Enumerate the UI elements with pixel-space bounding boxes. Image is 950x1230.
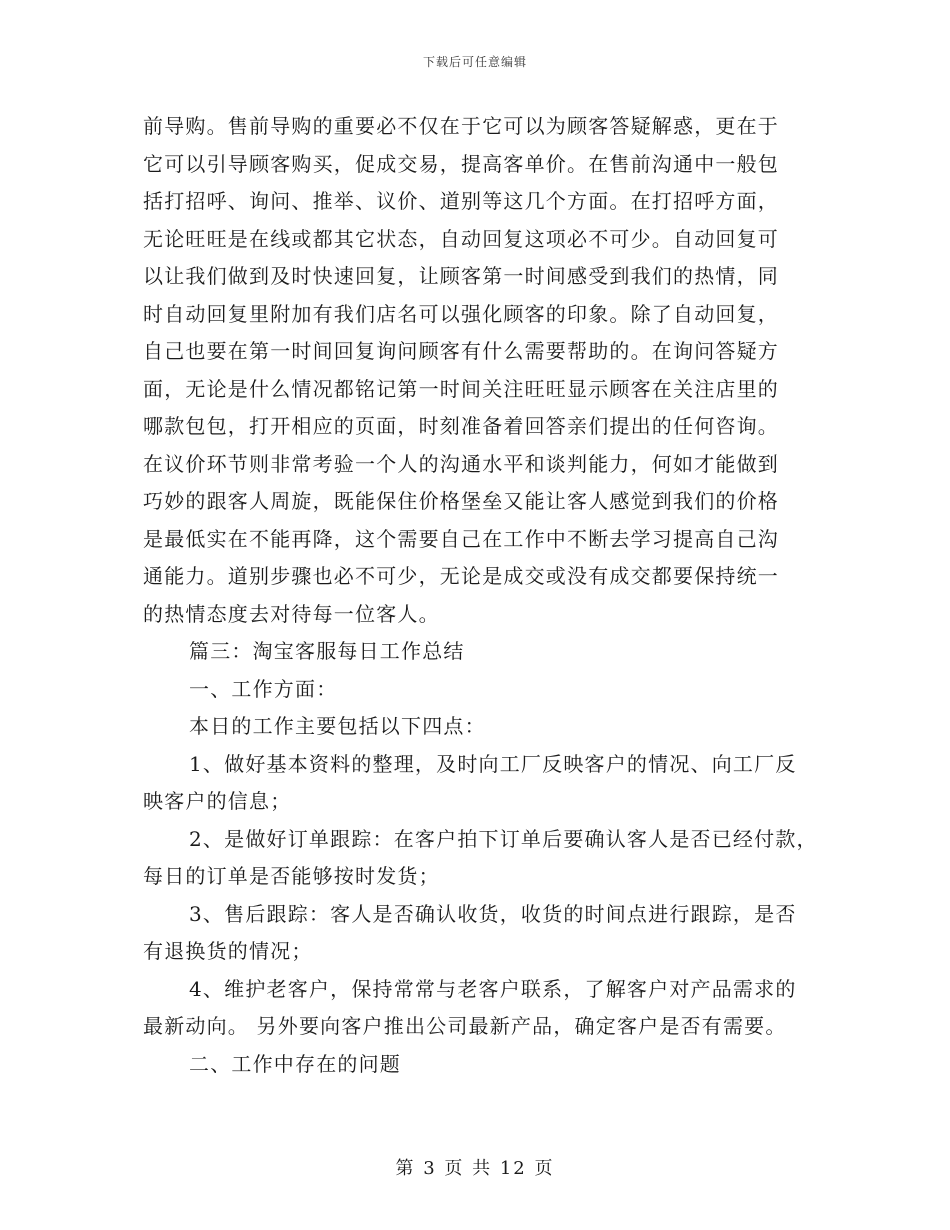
page-header: 下载后可任意编辑 — [422, 55, 527, 69]
list-item-line: 有退换货的情况； — [143, 939, 313, 963]
document-body — [143, 108, 823, 1083]
paragraph-line: 无论旺旺是在线或都其它状态，自动回复这项必不可少。自动回复可 — [143, 226, 779, 251]
page-number-footer: 第 3 页 共 12 页 — [395, 1158, 555, 1179]
list-item-line: 4、维护老客户，保持常常与老客户联系，了解客户对产品需求的 — [189, 976, 797, 1001]
list-item-line: 2、是做好订单跟踪：在客户拍下订单后要确认客人是否已经付款， — [189, 826, 818, 851]
paragraph-line: 它可以引导顾客购买，促成交易，提高客单价。在售前沟通中一般包 — [143, 151, 779, 176]
paragraph-line: 前导购。售前导购的重要必不仅在于它可以为顾客答疑解惑，更在于 — [143, 114, 779, 138]
paragraph-line: 的热情态度去对待每一位客人。 — [143, 601, 440, 626]
subsection-heading: 二、工作中存在的问题 — [189, 1051, 401, 1076]
paragraph-line: 面，无论是什么情况都铭记第一时间关注旺旺显示顾客在关注店里的 — [143, 376, 779, 401]
paragraph-line: 时自动回复里附加有我们店名可以强化顾客的印象。除了自动回复， — [143, 301, 779, 326]
paragraph-line: 是最低实在不能再降，这个需要自己在工作中不断去学习提高自己沟 — [143, 526, 779, 551]
paragraph-line: 本日的工作主要包括以下四点： — [189, 714, 486, 738]
paragraph-line: 哪款包包，打开相应的页面，时刻准备着回答亲们提出的任何咨询。 — [143, 414, 779, 438]
list-item-line: 每日的订单是否能够按时发货； — [143, 864, 440, 888]
paragraph-line: 括打招呼、询问、推举、议价、道别等这几个方面。在打招呼方面， — [143, 189, 779, 213]
list-item-line: 3、售后跟踪：客人是否确认收货，收货的时间点进行跟踪，是否 — [189, 901, 797, 926]
section-heading: 篇三：淘宝客服每日工作总结 — [189, 639, 465, 663]
paragraph-line: 巧妙的跟客人周旋，既能保住价格堡垒又能让客人感觉到我们的价格 — [143, 489, 779, 513]
paragraph-line: 在议价环节则非常考验一个人的沟通水平和谈判能力，何如才能做到 — [143, 451, 779, 476]
paragraph-line: 以让我们做到及时快速回复，让顾客第一时间感受到我们的热情，同 — [143, 264, 779, 288]
list-item-line: 最新动向。 另外要向客户推出公司最新产品，确定客户是否有需要。 — [143, 1014, 787, 1038]
subsection-heading: 一、工作方面： — [189, 676, 338, 701]
paragraph-line: 通能力。道别步骤也必不可少，无论是成交或没有成交都要保持统一 — [143, 564, 779, 588]
paragraph-line: 自己也要在第一时间回复询问顾客有什么需要帮助的。在询问答疑方 — [143, 339, 779, 363]
list-item-line: 映客户的信息； — [143, 789, 292, 813]
list-item-line: 1、做好基本资料的整理，及时向工厂反映客户的情况、向工厂反 — [189, 751, 797, 776]
